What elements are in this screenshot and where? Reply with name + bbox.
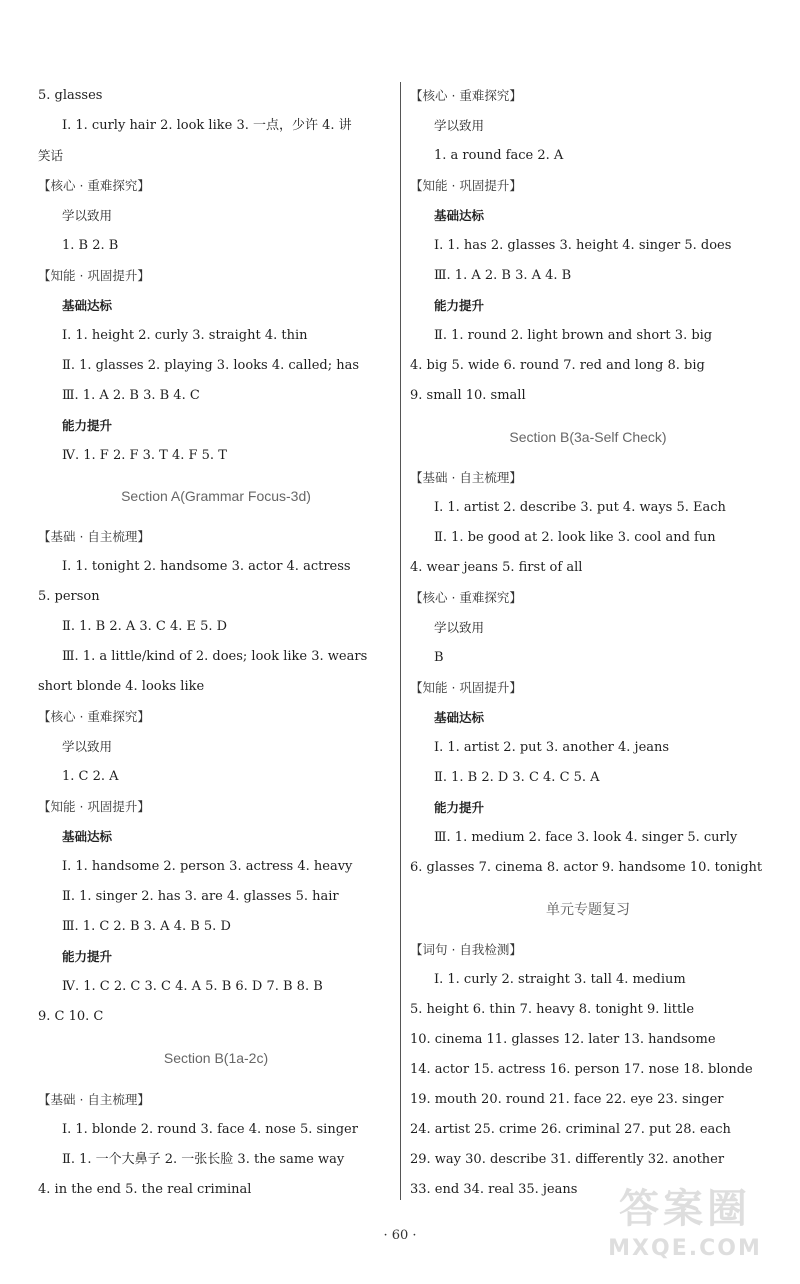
answer-line: Ⅰ. 1. blonde 2. round 3. face 4. nose 5. singer	[62, 1122, 358, 1137]
answer-line: 1. B 2. B	[62, 238, 119, 253]
subheading: 能力提升	[434, 298, 485, 313]
section-bracket-header: 【核心 · 重难探究】	[38, 178, 150, 193]
section-bracket-header: 【词句 · 自我检测】	[410, 942, 522, 957]
subheading: 能力提升	[434, 800, 485, 815]
section-bracket-header: 【知能 · 巩固提升】	[38, 799, 150, 814]
subheading: 能力提升	[62, 949, 113, 964]
watermark-text: 答案圈	[619, 1186, 751, 1232]
answer-line: 5. height 6. thin 7. heavy 8. tonight 9. little	[410, 1002, 695, 1017]
answer-line: Ⅳ. 1. F 2. F 3. T 4. F 5. T	[62, 448, 227, 463]
answer-line: Ⅲ. 1. A 2. B 3. A 4. B	[434, 268, 572, 283]
answer-line: Ⅱ. 1. glasses 2. playing 3. looks 4. called; has	[62, 358, 360, 373]
subheading: 学以致用	[434, 620, 485, 635]
answer-line: 14. actor 15. actress 16. person 17. nose 18. blonde	[410, 1062, 753, 1077]
answer-line: Ⅲ. 1. A 2. B 3. B 4. C	[62, 388, 200, 403]
section-bracket-header: 【核心 · 重难探究】	[410, 590, 522, 605]
subheading: 基础达标	[434, 208, 485, 223]
subheading: 基础达标	[434, 710, 485, 725]
subheading: 基础达标	[62, 829, 113, 844]
answer-line: Ⅳ. 1. C 2. C 3. C 4. A 5. B 6. D 7. B 8. B	[62, 979, 323, 994]
answer-line: 笑话	[38, 148, 64, 163]
answer-line: 29. way 30. describe 31. differently 32. another	[410, 1152, 725, 1167]
answer-line: Ⅰ. 1. curly hair 2. look like 3. 一点，少许 4. 讲	[62, 118, 352, 133]
answer-line: Ⅰ. 1. curly 2. straight 3. tall 4. medium	[434, 972, 686, 987]
answer-line: Ⅰ. 1. artist 2. describe 3. put 4. ways 5. Each	[434, 500, 726, 515]
section-bracket-header: 【基础 · 自主梳理】	[38, 1092, 150, 1107]
answer-line: 24. artist 25. crime 26. criminal 27. put 28. each	[410, 1122, 731, 1137]
section-title: Section A(Grammar Focus-3d)	[121, 488, 311, 504]
answer-line: Ⅲ. 1. medium 2. face 3. look 4. singer 5. curly	[434, 830, 738, 845]
answer-line: 1. C 2. A	[62, 769, 119, 784]
answer-line: 9. C 10. C	[38, 1009, 104, 1024]
subheading: 能力提升	[62, 418, 113, 433]
section-bracket-header: 【核心 · 重难探究】	[410, 88, 522, 103]
section-bracket-header: 【知能 · 巩固提升】	[410, 680, 522, 695]
answer-line: Ⅲ. 1. C 2. B 3. A 4. B 5. D	[62, 919, 231, 934]
answer-line: Ⅱ. 1. 一个大鼻子 2. 一张长脸 3. the same way	[62, 1152, 345, 1167]
column-divider	[400, 82, 401, 1200]
subheading: 学以致用	[62, 739, 113, 754]
section-bracket-header: 【知能 · 巩固提升】	[410, 178, 522, 193]
page-number: · 60 ·	[383, 1228, 417, 1243]
answer-line: Ⅱ. 1. B 2. A 3. C 4. E 5. D	[62, 619, 228, 634]
section-bracket-header: 【知能 · 巩固提升】	[38, 268, 150, 283]
subheading: 学以致用	[62, 208, 113, 223]
unit-review-title: 单元专题复习	[546, 902, 630, 918]
section-bracket-header: 【核心 · 重难探究】	[38, 709, 150, 724]
subheading: 基础达标	[62, 298, 113, 313]
subheading: 学以致用	[434, 118, 485, 133]
answer-line: 5. person	[38, 589, 100, 604]
watermark-logo	[594, 1184, 776, 1270]
answer-line: Ⅰ. 1. artist 2. put 3. another 4. jeans	[434, 740, 670, 755]
answer-line: Ⅱ. 1. round 2. light brown and short 3. big	[434, 328, 713, 343]
answer-line: Ⅰ. 1. height 2. curly 3. straight 4. thin	[62, 328, 308, 343]
answer-line: Ⅰ. 1. handsome 2. person 3. actress 4. heavy	[62, 859, 353, 874]
answer-line: 4. wear jeans 5. first of all	[410, 560, 583, 575]
answer-line: 19. mouth 20. round 21. face 22. eye 23. singer	[410, 1092, 724, 1107]
answer-line: Ⅰ. 1. tonight 2. handsome 3. actor 4. actress	[62, 559, 351, 574]
answer-line: 5. glasses	[38, 88, 103, 103]
answer-line: 4. in the end 5. the real criminal	[38, 1182, 252, 1197]
answer-line: 4. big 5. wide 6. round 7. red and long 8. big	[410, 358, 705, 373]
section-bracket-header: 【基础 · 自主梳理】	[38, 529, 150, 544]
section-bracket-header: 【基础 · 自主梳理】	[410, 470, 522, 485]
answer-line: Ⅱ. 1. singer 2. has 3. are 4. glasses 5. hair	[62, 889, 339, 904]
answer-line: 33. end 34. real 35. jeans	[410, 1182, 578, 1197]
answer-line: 10. cinema 11. glasses 12. later 13. handsome	[410, 1032, 716, 1047]
answer-line: Ⅱ. 1. B 2. D 3. C 4. C 5. A	[434, 770, 600, 785]
section-title: Section B(1a-2c)	[163, 1050, 269, 1066]
answer-line: 1. a round face 2. A	[434, 148, 564, 163]
answer-line: short blonde 4. looks like	[38, 679, 205, 694]
answer-line: 6. glasses 7. cinema 8. actor 9. handsome 10. tonight	[410, 860, 763, 875]
answer-line: B	[434, 650, 444, 665]
answer-line: Ⅰ. 1. has 2. glasses 3. height 4. singer 5. does	[434, 238, 732, 253]
answer-line: Ⅲ. 1. a little/kind of 2. does; look like 3. wears	[62, 649, 368, 664]
watermark-url: MXQE.COM	[608, 1236, 762, 1261]
answer-line: Ⅱ. 1. be good at 2. look like 3. cool and fun	[434, 530, 716, 545]
section-title: Section B(3a-Self Check)	[509, 429, 667, 445]
answer-line: 9. small 10. small	[410, 388, 526, 403]
